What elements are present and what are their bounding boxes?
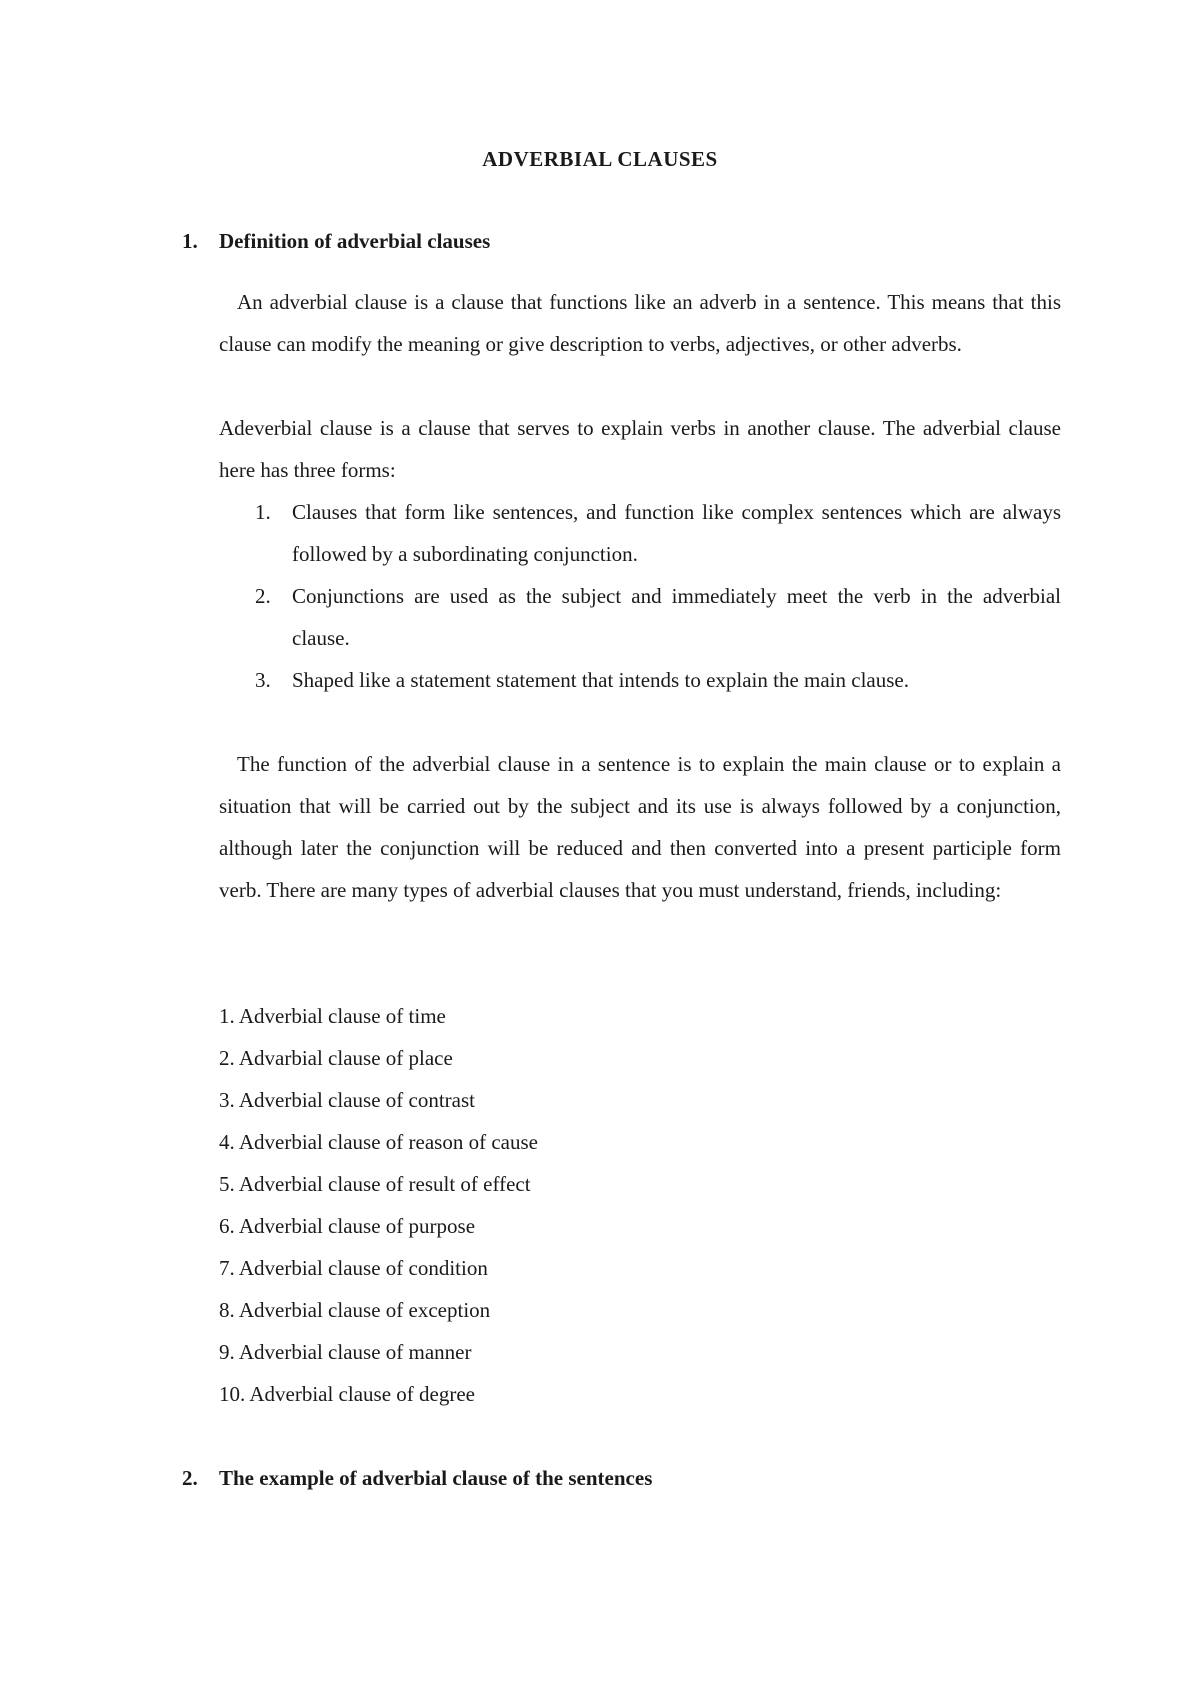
- section-1-heading-text: Definition of adverbial clauses: [219, 229, 491, 253]
- definition-paragraph: An adverbial clause is a clause that functions like an adverb in a sentence. This means that this clause can modify the meaning or give description to verbs, adjectives, or other adverbs.: [219, 290, 1061, 356]
- forms-list-item: [219, 659, 1061, 701]
- clause-type-item: 5. Adverbial clause of result of effect: [219, 1172, 531, 1196]
- clause-type-item: 7. Adverbial clause of condition: [219, 1256, 488, 1280]
- clause-type-item: 1. Adverbial clause of time: [219, 1004, 446, 1028]
- list-marker: 3.: [255, 668, 271, 692]
- forms-list-item: [219, 491, 1061, 575]
- clause-types-list: [219, 995, 538, 1415]
- clause-type-item: 8. Adverbial clause of exception: [219, 1298, 491, 1322]
- section-2-number: 2.: [182, 1466, 198, 1490]
- section-1-heading: [182, 229, 490, 254]
- document-title: ADVERBIAL CLAUSES: [482, 147, 718, 171]
- list-marker: 1.: [255, 500, 271, 524]
- forms-list-item: [219, 575, 1061, 659]
- forms-list: [219, 491, 1061, 701]
- section-2-heading-text: The example of adverbial clause of the sentences: [219, 1466, 653, 1490]
- list-marker: 2.: [255, 584, 271, 608]
- clause-type-item: 4. Adverbial clause of reason of cause: [219, 1130, 538, 1154]
- section-1-number: 1.: [182, 229, 198, 253]
- section-2-heading: [182, 1466, 652, 1491]
- clause-type-item: 6. Adverbial clause of purpose: [219, 1214, 476, 1238]
- list-item-text: Shaped like a statement statement that intends to explain the main clause.: [292, 668, 909, 692]
- clause-type-item: 2. Advarbial clause of place: [219, 1046, 453, 1070]
- forms-intro-paragraph: Adeverbial clause is a clause that serves to explain verbs in another clause. The adverbial clause here has three forms:: [219, 416, 1061, 482]
- clause-type-item: 3. Adverbial clause of contrast: [219, 1088, 475, 1112]
- list-item-text: Conjunctions are used as the subject and immediately meet the verb in the adverbial clause.: [292, 584, 1061, 650]
- function-paragraph: The function of the adverbial clause in a sentence is to explain the main clause or to explain a situation that will be carried out by the subject and its use is always followed by a conjunction, although later the conjunction will be reduced and then converted into a present participle form verb. There are many types of adverbial clauses that you must understand, friends, including:: [219, 752, 1061, 902]
- clause-type-item: 9. Adverbial clause of manner: [219, 1340, 472, 1364]
- clause-type-item: 10. Adverbial clause of degree: [219, 1382, 475, 1406]
- list-item-text: Clauses that form like sentences, and function like complex sentences which are always followed by a subordinating conjunction.: [292, 500, 1061, 566]
